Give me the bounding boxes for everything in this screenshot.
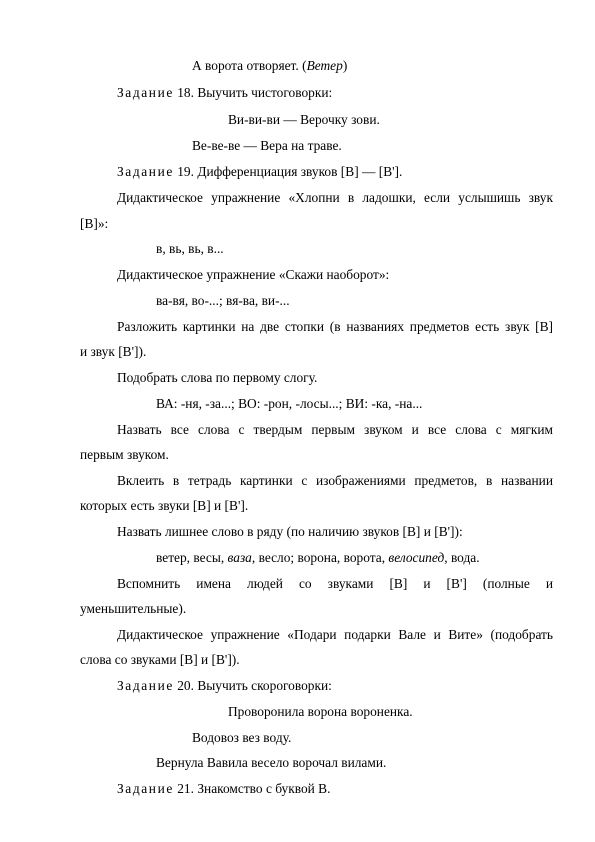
task-18-heading: Задание 18. Выучить чистоговорки: [117, 85, 333, 100]
tongue-twister-line: Вернула Вавила весело ворочал вилами. [156, 755, 387, 770]
exercise-line: ВА: -ня, -за...; ВО: -рон, -лосы...; ВИ: -ка, -на... [156, 396, 423, 411]
task-19-heading: Задание 19. Дифференциация звуков [В] — [В']. [117, 164, 403, 179]
paragraph-line: которых есть звуки [В] и [В']. [80, 498, 249, 513]
exercise-line: в, вь, вь, в... [156, 241, 224, 256]
paragraph-line: [В]»: [80, 216, 109, 231]
task-21-heading: Задание 21. Знакомство с буквой В. [117, 781, 331, 796]
exercise-line: ветер, весы, ваза, весло; ворона, ворота, велосипед, вода. [156, 550, 480, 565]
paragraph-line: Вспомнить имена людей со звуками [В] и [В'] (полные и [117, 576, 553, 591]
paragraph-line: слова со звуками [В] и [В']). [80, 652, 240, 667]
paragraph-line: Назвать лишнее слово в ряду (по наличию звуков [В] и [В']): [117, 524, 463, 539]
paragraph-line: Подобрать слова по первому слогу. [117, 370, 318, 385]
paragraph-line: Вклеить в тетрадь картинки с изображениями предметов, в названии [117, 473, 553, 488]
task-20-heading: Задание 20. Выучить скороговорки: [117, 678, 332, 693]
paragraph-line: Разложить картинки на две стопки (в названиях предметов есть звук [В] [117, 319, 553, 334]
exercise-line: ва-вя, во-...; вя-ва, ви-... [156, 293, 290, 308]
paragraph-line: Дидактическое упражнение «Скажи наоборот»: [117, 267, 390, 282]
paragraph-line: первым звуком. [80, 447, 169, 462]
paragraph-line: Дидактическое упражнение «Подари подарки Вале и Вите» (подобрать [117, 627, 553, 642]
paragraph-line: Назвать все слова с твердым первым звуком и все слова с мягким [117, 422, 553, 437]
paragraph-line: Дидактическое упражнение «Хлопни в ладошки, если услышишь звук [117, 190, 553, 205]
paragraph-line: и звук [В']). [80, 344, 147, 359]
tongue-twister-line: Водовоз вез воду. [192, 730, 292, 745]
tongue-twister-line: Ви-ви-ви — Верочку зови. [228, 112, 380, 127]
paragraph-line: уменьшительные). [80, 601, 187, 616]
tongue-twister-line: Проворонила ворона вороненка. [228, 704, 413, 719]
riddle-answer-line: А ворота отворяет. (Ветер) [192, 58, 348, 73]
tongue-twister-line: Ве-ве-ве — Вера на траве. [192, 138, 342, 153]
